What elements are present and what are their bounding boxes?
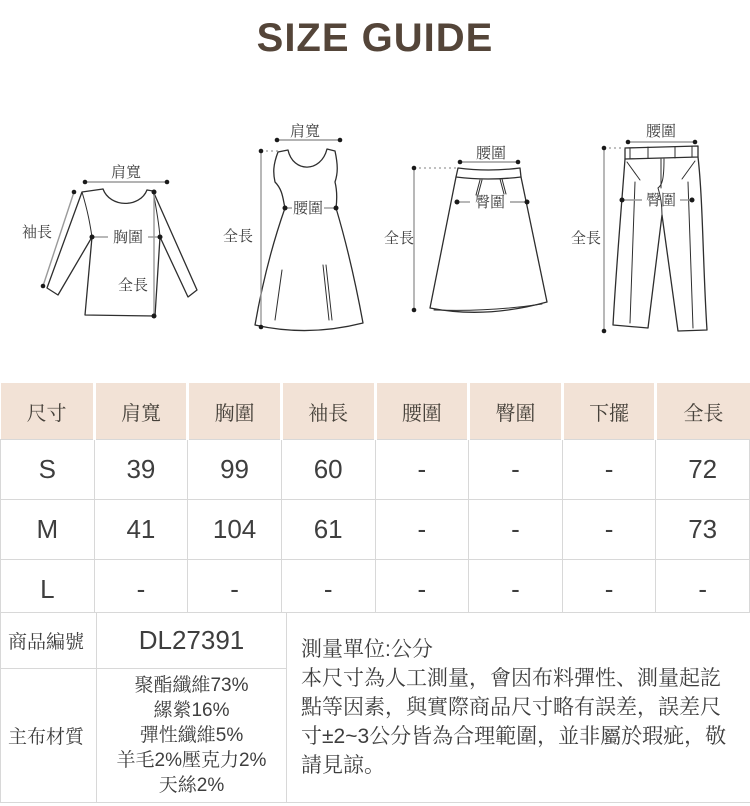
header-sleeve: 袖長 — [281, 383, 375, 440]
skirt-length-label: 全長 — [383, 230, 415, 247]
size-cell: - — [188, 560, 282, 620]
size-cell: - — [469, 440, 563, 500]
material-line: 天絲2% — [158, 775, 225, 796]
size-row-m — [1, 500, 750, 560]
material-values — [97, 669, 287, 803]
page-title: SIZE GUIDE — [256, 16, 494, 60]
size-cell: - — [281, 560, 375, 620]
top-shoulder-label: 肩寬 — [110, 164, 142, 181]
material-line: 彈性纖維5% — [139, 725, 244, 746]
header-length: 全長 — [656, 383, 750, 440]
size-label: M — [1, 500, 95, 560]
skirt-garment-diagram — [380, 140, 555, 325]
size-cell: - — [94, 560, 188, 620]
size-cell: - — [469, 500, 563, 560]
product-code-value: DL27391 — [97, 613, 287, 669]
size-label: L — [1, 560, 95, 620]
dress-shoulder-label: 肩寬 — [289, 123, 321, 140]
size-cell: - — [562, 500, 656, 560]
dress-waist-label: 腰圍 — [292, 200, 324, 217]
material-label: 主布材質 — [1, 669, 97, 803]
material-line: 聚酯纖維73% — [134, 675, 249, 696]
size-cell: - — [562, 440, 656, 500]
top-bust-label: 胸圍 — [112, 229, 144, 246]
size-cell: - — [375, 440, 469, 500]
skirt-waist-label: 腰圍 — [475, 145, 507, 162]
size-cell: 72 — [656, 440, 750, 500]
size-table-header-row — [1, 383, 750, 440]
size-row-s — [1, 440, 750, 500]
size-cell: 39 — [94, 440, 188, 500]
measurement-disclaimer: 本尺寸為人工測量，會因布料彈性、測量起訖點等因素，與實際商品尺寸略有誤差，誤差尺寸±2~3公分皆為合理範圍，並非屬於瑕疵，敬請見諒。 — [301, 667, 727, 777]
top-sleeve-label: 袖長 — [21, 224, 53, 241]
size-cell: 99 — [188, 440, 282, 500]
header-hip: 臀圍 — [469, 383, 563, 440]
size-table — [0, 383, 750, 620]
size-label: S — [1, 440, 95, 500]
size-cell: - — [375, 500, 469, 560]
material-line: 羊毛2%壓克力2% — [116, 750, 267, 771]
size-cell: 104 — [188, 500, 282, 560]
size-cell: - — [656, 560, 750, 620]
dress-garment-diagram — [220, 115, 370, 340]
product-code-row — [1, 613, 750, 669]
header-bust: 胸圍 — [188, 383, 282, 440]
measurement-note — [287, 613, 750, 803]
product-code-label: 商品編號 — [1, 613, 97, 669]
pants-length-label: 全長 — [570, 230, 602, 247]
size-cell: - — [469, 560, 563, 620]
size-row-l — [1, 560, 750, 620]
material-line: 縲縈16% — [153, 700, 230, 721]
pants-garment-diagram — [560, 120, 735, 340]
dress-length-label: 全長 — [222, 228, 254, 245]
skirt-hip-label: 臀圍 — [474, 194, 506, 211]
size-cell: 41 — [94, 500, 188, 560]
pants-waist-label: 腰圍 — [645, 123, 677, 140]
pants-hip-label: 臀圍 — [645, 192, 677, 209]
product-info-table — [0, 612, 750, 803]
size-cell: - — [375, 560, 469, 620]
top-length-label: 全長 — [117, 277, 149, 294]
header-shoulder: 肩寬 — [94, 383, 188, 440]
top-garment-diagram — [0, 140, 240, 340]
header-hem: 下擺 — [562, 383, 656, 440]
header-size: 尺寸 — [1, 383, 95, 440]
measurement-unit: 測量單位:公分 — [301, 638, 433, 661]
size-cell: 60 — [281, 440, 375, 500]
size-cell: 73 — [656, 500, 750, 560]
size-cell: - — [562, 560, 656, 620]
size-cell: 61 — [281, 500, 375, 560]
header-waist: 腰圍 — [375, 383, 469, 440]
